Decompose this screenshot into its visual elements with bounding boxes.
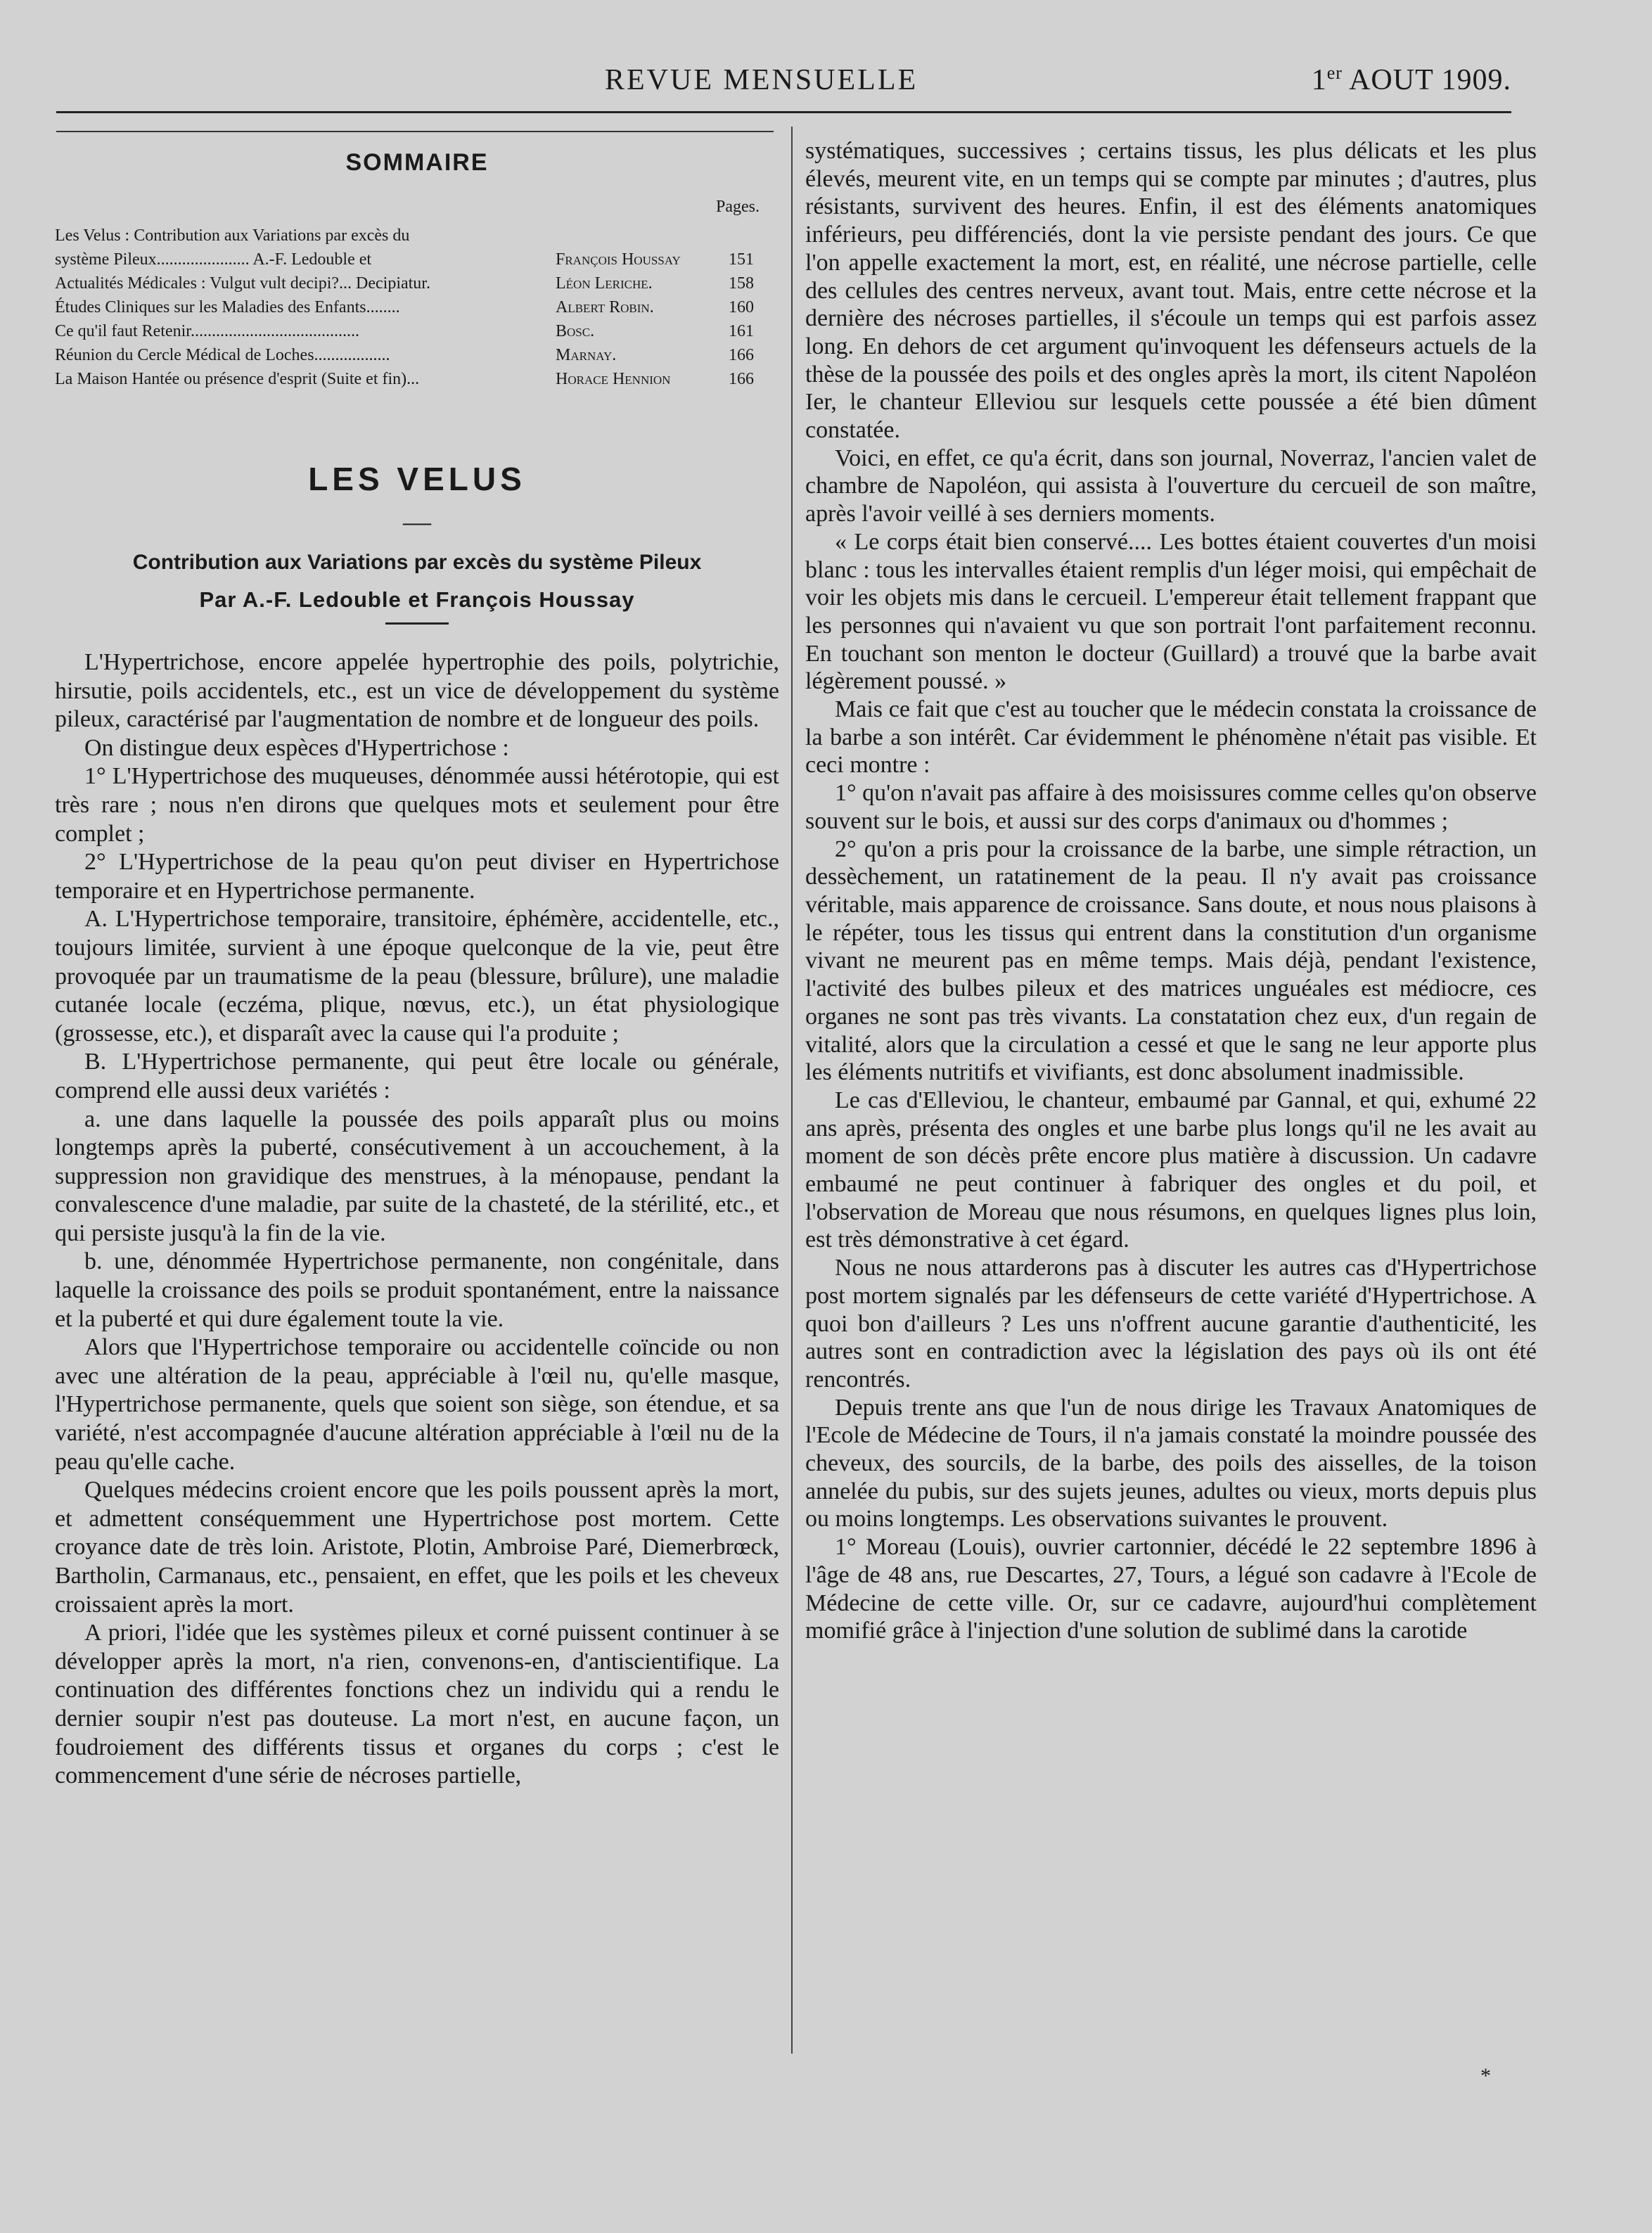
paragraph: Alors que l'Hypertrichose temporaire ou accidentelle coïncide ou non avec une altération de la peau, appréciable à l'œil nu, qu'elle masque, l'Hypertrichose permanente, quels que soient son siège, son étendue, et sa variété, n'est accompagnée d'aucune altération appréciable à l'œil nu de la peau qu'elle cache. <box>55 1334 779 1475</box>
sommaire-entry-title: système Pileux...................... A.-F. Ledouble et <box>55 250 372 269</box>
sommaire-entry-author: Albert Robin. <box>556 298 654 316</box>
authors-rule <box>385 622 449 625</box>
sommaire-entry-page: 166 <box>729 346 754 364</box>
date-rest: AOUT 1909. <box>1342 64 1511 96</box>
sommaire-row <box>55 319 779 343</box>
paragraph: A. L'Hypertrichose temporaire, transitoire, éphémère, accidentelle, etc., toujours limitée, survient à une époque quelconque de la vie, peut être provoquée par un traumatisme de la peau (blessure, brûlure), une maladie cutanée locale (eczéma, plique, nœvus, etc.), un état physiologique (grossesse, etc.), et disparaît avec la cause qui l'a produite ; <box>55 906 779 1047</box>
title-dash: — <box>403 506 431 537</box>
footer-mark: * <box>1480 2064 1491 2087</box>
sommaire-entry-author: Horace Hennion <box>556 370 671 388</box>
sommaire-title: SOMMAIRE <box>345 149 489 176</box>
paragraph: 1° L'Hypertrichose des muqueuses, dénommée aussi hétérotopie, qui est très rare ; nous n'en dirons que quelques mots et seulement pour être complet ; <box>55 763 779 847</box>
article-authors: Par A.-F. Ledouble et François Houssay <box>199 587 635 612</box>
sommaire-entry-page: 161 <box>729 322 754 340</box>
right-body-text <box>805 137 1537 1645</box>
paragraph: L'Hypertrichose, encore appelée hypertrophie des poils, polytrichie, hirsutie, poils accidentels, etc., est un vice de développement du système pileux, caractérisé par l'augmentation de nombre et de longueur des poils. <box>55 649 779 733</box>
paragraph: B. L'Hypertrichose permanente, qui peut être locale ou générale, comprend elle aussi deux variétés : <box>55 1049 779 1103</box>
date-day: 1 <box>1311 64 1327 96</box>
issue-date <box>1312 63 1511 97</box>
sommaire-entry-author: François Houssay <box>556 250 681 269</box>
paragraph: Voici, en effet, ce qu'a écrit, dans son journal, Noverraz, l'ancien valet de chambre de Napoléon, qui assista à l'ouverture du cercueil de son maître, après l'avoir veillé à ses derniers moments. <box>805 444 1537 527</box>
sommaire-entry-title: Études Cliniques sur les Maladies des Enfants........ <box>55 298 400 316</box>
paragraph: A priori, l'idée que les systèmes pileux et corné puissent continuer à se développer après la mort, n'a rien, convenons-en, d'antiscientifique. La continuation des différentes fonctions chez un individu qui a rendu le dernier soupir n'est pas douteuse. La mort n'est, en aucune façon, un foudroiement des différents tissus et organes du corps ; c'est le commencement d'une série de nécroses partielle, <box>55 1620 779 1789</box>
sommaire-pages-label: Pages. <box>716 198 760 216</box>
sommaire-entry-title: La Maison Hantée ou présence d'esprit (Suite et fin)... <box>55 370 420 388</box>
column-divider <box>791 127 793 2054</box>
paragraph: Nous ne nous attarderons pas à discuter les autres cas d'Hypertrichose post mortem signalés par les défenseurs de cette variété d'Hypertrichose. A quoi bon d'ailleurs ? Les uns n'offrent aucune garantie d'authenticité, les autres sont en contradiction avec la législation des pays où ils ont été rencontrés. <box>805 1255 1537 1393</box>
paragraph: 1° Moreau (Louis), ouvrier cartonnier, décédé le 22 septembre 1896 à l'âge de 48 ans, rue Descartes, 27, Tours, a légué son cadavre à l'Ecole de Médecine de cette ville. Or, sur ce cadavre, aujourd'hui complètement momifié grâce à l'injection d'une solution de sublimé dans la carotide <box>805 1534 1537 1644</box>
section-rule <box>56 131 774 132</box>
left-column <box>55 141 779 1791</box>
paragraph: Depuis trente ans que l'un de nous dirige les Travaux Anatomiques de l'Ecole de Médecine de Tours, il n'a jamais constaté la moindre poussée des cheveux, des sourcils, de la barbe, des poils des aisselles, de la toison annelée du pubis, sur des sujets jeunes, adultes ou vieux, morts depuis plus ou moins longtemps. Les observations suivantes le prouvent. <box>805 1394 1537 1533</box>
sommaire-row <box>55 224 779 248</box>
paragraph: On distingue deux espèces d'Hypertrichose : <box>84 734 509 761</box>
right-column <box>805 137 1537 1645</box>
sommaire-entry-title: Réunion du Cercle Médical de Loches.................. <box>55 346 390 364</box>
paragraph: 1° qu'on n'avait pas affaire à des moisissures comme celles qu'on observe souvent sur le bois, et aussi sur des corps d'animaux ou d'hommes ; <box>805 780 1537 834</box>
paragraph: Quelques médecins croient encore que les poils poussent après la mort, et admettent conséquemment une Hypertrichose post mortem. Cette croyance date de très loin. Aristote, Plotin, Ambroise Paré, Diemerbrœck, Bartholin, Carmanaus, etc., pensaient, en effet, que les poils et les cheveux croissaient après la mort. <box>55 1477 779 1618</box>
sommaire-row <box>55 367 779 391</box>
sommaire-entry-author: Léon Leriche. <box>556 274 653 293</box>
page-header <box>56 59 1511 101</box>
date-superscript: er <box>1326 63 1343 83</box>
sommaire-entry-page: 158 <box>729 274 754 293</box>
paragraph: 2° qu'on a pris pour la croissance de la barbe, une simple rétraction, un dessèchement, un ratatinement de la peau. Il n'y avait pas croissance véritable, mais apparence de croissance. Sans doute, et nous nous plaisons à le répéter, tous les tissus qui entrent dans la constitution d'un organisme vivant ne meurent pas en même temps. Mais déjà, pendant l'existence, l'activité des bulbes pileux et des matrices unguéales est médiocre, ces organes ne sont pas très vivants. La constatation chez eux, d'un regain de vitalité, alors que la circulation a cessé et que le sang ne leur apporte plus les éléments nutritifs et vivifiants, est donc absolument inadmissible. <box>805 836 1537 1086</box>
sommaire-entry-author <box>556 224 712 248</box>
sommaire-entry-page: 166 <box>729 370 754 388</box>
sommaire-entry-page <box>712 224 754 248</box>
sommaire-table <box>55 224 779 391</box>
sommaire-entry-author: Marnay. <box>556 346 617 364</box>
article-title: LES VELUS <box>308 461 526 497</box>
article-subtitle: Contribution aux Variations par excès du système Pileux <box>132 551 702 574</box>
sommaire-entry-title: Actualités Médicales : Vulgut vult decipi?... Decipiatur. <box>55 274 430 293</box>
journal-title: REVUE MENSUELLE <box>605 64 918 96</box>
paragraph: b. une, dénommée Hypertrichose permanente, non congénitale, dans laquelle la croissance des poils se produit spontanément, entre la naissance et la puberté et qui dure également toute la vie. <box>55 1248 779 1332</box>
paragraph: systématiques, successives ; certains tissus, les plus délicats et les plus élevés, meurent vite, en un temps qui se compte par minutes ; d'autres, plus résistants, survivent des heures. Enfin, il est des éléments anatomiques inférieurs, peu différenciés, dont la vie persiste pendant des jours. Ce que l'on appelle exactement la mort, est, en réalité, une nécrose partielle, celle des cellules des centres nerveux, avant tout. Mais, entre cette nécrose et la dernière des nécroses partielles, il s'écoule un temps qui est parfois assez long. En dehors de cet argument qu'invoquent les défenseurs actuels de la thèse de la poussée des poils et des ongles après la mort, ils citent Napoléon Ier, le chanteur Elleviou sur lesquels cette poussée a été bien dûment constatée. <box>805 138 1537 444</box>
sommaire-entry-author: Bosc. <box>556 322 595 340</box>
sommaire-row <box>55 343 779 367</box>
sommaire-row <box>55 248 779 271</box>
header-rule <box>56 111 1511 113</box>
paragraph: Le cas d'Elleviou, le chanteur, embaumé par Gannal, et qui, exhumé 22 ans après, présenta des ongles et une barbe plus longs qu'il ne les avait au moment de son décès prête encore plus matière à discussion. Un cadavre embaumé ne peut continuer à fabriquer des ongles et du poil, et l'observation de Moreau que nous résumons, en quelques lignes plus loin, est très démonstrative à cet égard. <box>805 1087 1537 1253</box>
paragraph: « Le corps était bien conservé.... Les bottes étaient couvertes d'un moisi blanc : tous les intervalles étaient remplis d'un léger moisi, qui empêchait de voir les objets mis dans le cercueil. L'empereur était tellement frappant que les personnes qui n'avaient vu que son portrait l'ont parfaitement reconnu. En touchant son menton le docteur (Guillard) a trouvé que la barbe avait légèrement poussé. » <box>805 528 1537 695</box>
left-body-text <box>55 648 779 1791</box>
sommaire-row <box>55 295 779 319</box>
paragraph: a. une dans laquelle la poussée des poils apparaît plus ou moins longtemps après la puberté, consécutivement à un accouchement, à la suppression non gravidique des menstrues, à la ménopause, pendant la convalescence d'une maladie, par suite de la chasteté, de la stérilité, etc., et qui persiste jusqu'à la fin de la vie. <box>55 1106 779 1246</box>
paragraph: Mais ce fait que c'est au toucher que le médecin constata la croissance de la barbe a son intérêt. Car évidemment le phénomène n'était pas visible. Et ceci montre : <box>805 696 1537 779</box>
paragraph: 2° L'Hypertrichose de la peau qu'on peut diviser en Hypertrichose temporaire et en Hypertrichose permanente. <box>55 849 779 904</box>
sommaire-entry-page: 160 <box>729 298 754 316</box>
sommaire-entry-page: 151 <box>729 250 754 269</box>
sommaire-row <box>55 271 779 295</box>
sommaire-entry-title: Les Velus : Contribution aux Variations par excès du <box>55 226 410 245</box>
sommaire-entry-title: Ce qu'il faut Retenir........................................ <box>55 322 359 340</box>
